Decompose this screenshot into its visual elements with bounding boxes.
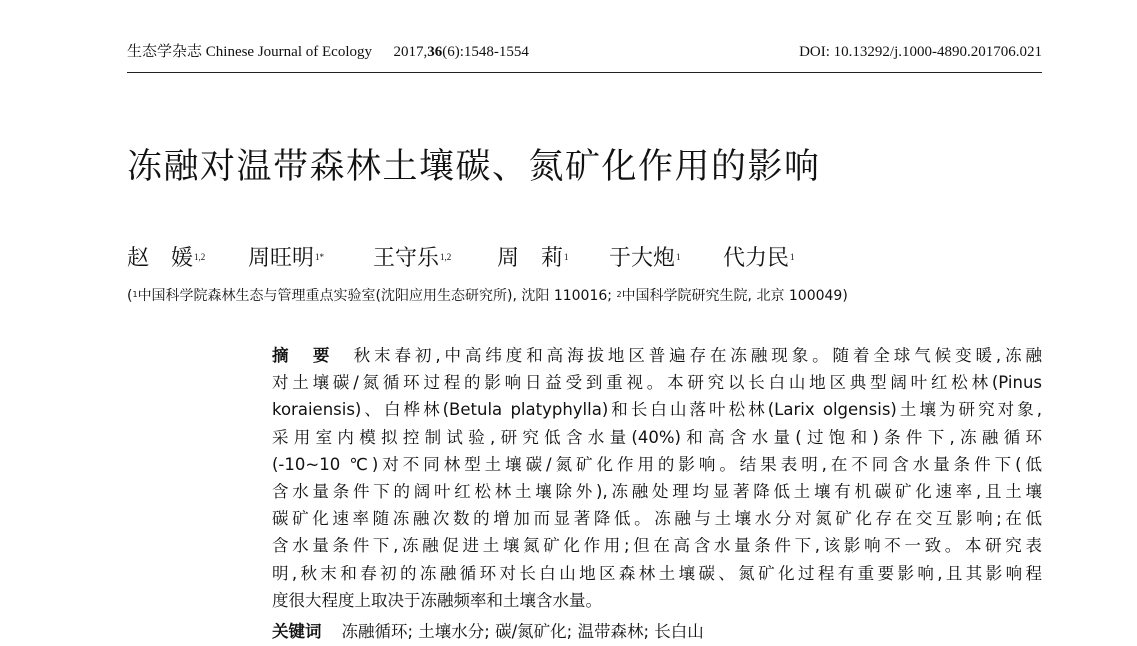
journal-volume: 36 <box>427 44 443 60</box>
journal-citation <box>127 40 529 64</box>
author-name: 周旺明 <box>248 246 315 271</box>
journal-name-en: Chinese Journal of Ecology <box>205 44 372 60</box>
abstract-line: 对土壤碳/氮循环过程的影响日益受到重视。本研究以长白山地区典型阔叶红松林(Pinus <box>272 373 1042 393</box>
affiliation-1: 中国科学院森林生态与管理重点实验室(沈阳应用生态研究所), 沈阳 110016; <box>137 288 612 304</box>
abstract <box>272 342 1042 614</box>
abstract-line: koraiensis)、白桦林(Betula platyphylla)和长白山落叶松林(Larix olgensis)土壤为研究对象, <box>272 400 1042 420</box>
author-name: 代力民 <box>723 246 790 271</box>
abstract-line: (-10~10 ℃)对不同林型土壤碳/氮矿化作用的影响。结果表明,在不同含水量条件下(低 <box>272 454 1042 474</box>
header-divider <box>127 72 1042 73</box>
journal-issue-pages: (6):1548-1554 <box>442 44 529 60</box>
abstract-label: 摘 要 <box>272 346 334 365</box>
journal-year: 2017, <box>393 44 428 60</box>
author-name: 周 莉 <box>497 246 564 271</box>
author <box>723 241 795 277</box>
journal-header <box>127 40 1042 64</box>
abstract-text: 秋末春初,中高纬度和高海拔地区普遍存在冻融现象。随着全球气候变暖,冻融 <box>353 346 1042 365</box>
affiliation-open-paren: ( <box>127 288 133 304</box>
author-affiliation-mark: 1 <box>564 252 569 262</box>
journal-name-cn: 生态学杂志 <box>127 44 203 60</box>
author-affiliation-mark: 1,2 <box>440 252 452 262</box>
affiliation-mark-1: 1 <box>132 290 138 299</box>
affiliation-mark-2: 2 <box>616 290 622 299</box>
abstract-line <box>272 342 1042 369</box>
affiliations <box>127 285 848 307</box>
author <box>497 241 569 277</box>
abstract-line: 明,秋末和春初的冻融循环对长白山地区森林土壤碳、氮矿化过程有重要影响,且其影响程 <box>272 563 1042 583</box>
author-name: 赵 媛 <box>127 246 194 271</box>
abstract-line: 度很大程度上取决于冻融频率和土壤含水量。 <box>272 590 602 610</box>
abstract-line: 碳矿化速率随冻融次数的增加而显著降低。冻融与土壤水分对氮矿化存在交互影响;在低 <box>272 509 1042 529</box>
author-affiliation-mark: 1,2 <box>194 252 206 262</box>
keywords <box>272 618 704 645</box>
author <box>373 241 451 277</box>
keywords-text: 冻融循环; 土壤水分; 碳/氮矿化; 温带森林; 长白山 <box>341 622 704 641</box>
author-affiliation-mark: 1 <box>790 252 795 262</box>
author <box>609 241 681 277</box>
author-affiliation-mark: 1* <box>315 252 325 262</box>
author <box>248 241 324 277</box>
author <box>127 241 205 277</box>
paper-title: 冻融对温带森林土壤碳、氮矿化作用的影响 <box>127 147 821 187</box>
doi: DOI: 10.13292/j.1000-4890.201706.021 <box>799 44 1042 60</box>
keywords-label: 关键词 <box>272 622 322 641</box>
author-affiliation-mark: 1 <box>676 252 681 262</box>
author-name: 于大炮 <box>609 246 676 271</box>
abstract-line: 含水量条件下,冻融促进土壤氮矿化作用;但在高含水量条件下,该影响不一致。本研究表 <box>272 536 1042 556</box>
abstract-line: 采用室内模拟控制试验,研究低含水量(40%)和高含水量(过饱和)条件下,冻融循环 <box>272 427 1042 447</box>
affiliation-2: 中国科学院研究生院, 北京 100049) <box>621 288 848 304</box>
abstract-line: 含水量条件下的阔叶红松林土壤除外),冻融处理均显著降低土壤有机碳矿化速率,且土壤 <box>272 481 1042 501</box>
author-name: 王守乐 <box>373 246 440 271</box>
